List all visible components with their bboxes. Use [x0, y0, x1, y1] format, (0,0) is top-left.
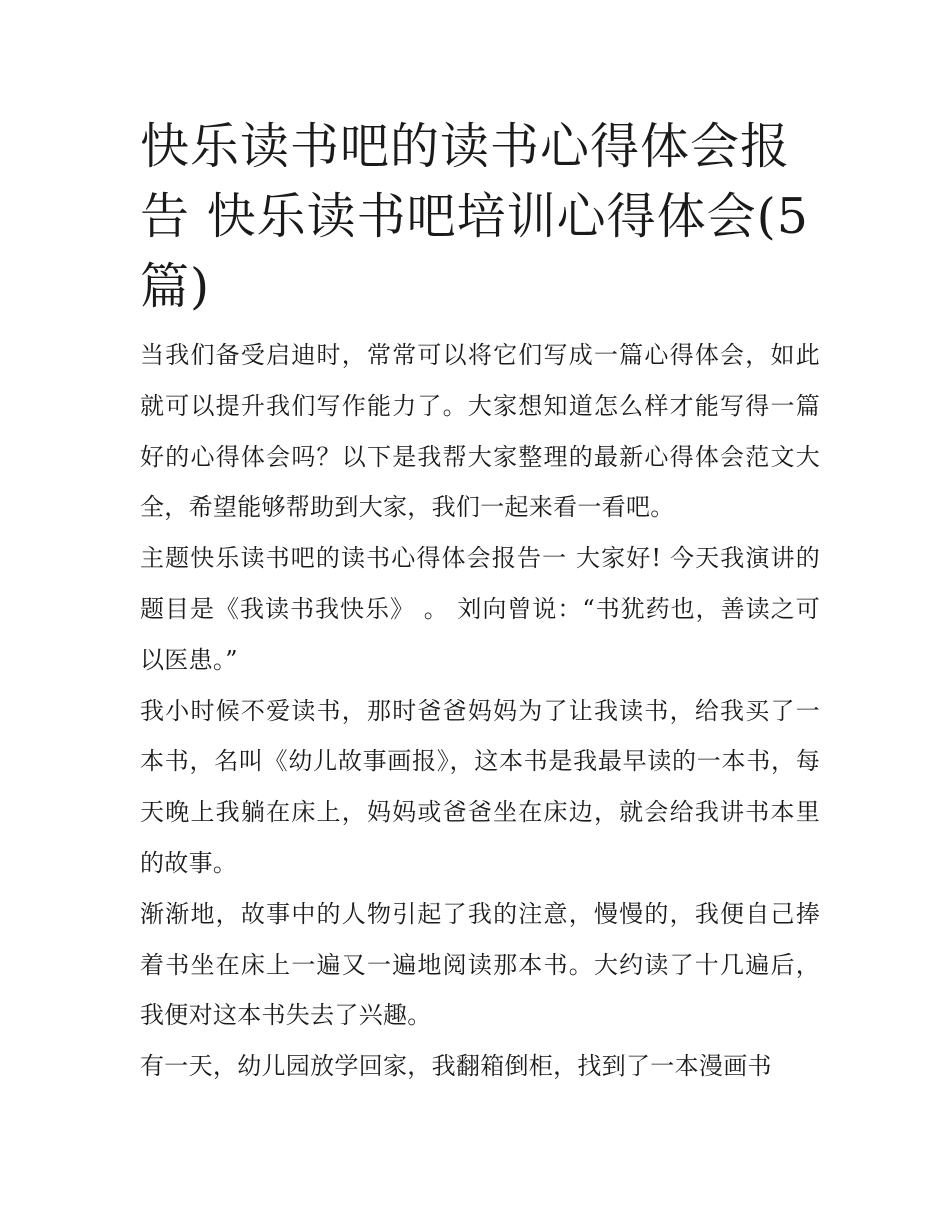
paragraph-childhood: 我小时候不爱读书，那时爸爸妈妈为了让我读书，给我买了一本书，名叫《幼儿故事画报》，这本书是我最早读的一本书，每天晚上我躺在床上，妈妈或爸爸坐在床边，就会给我讲书本里的故事。 — [140, 696, 820, 877]
paragraph-reading: 渐渐地，故事中的人物引起了我的注意，慢慢的，我便自己捧着书坐在床上一遍又一遍地阅读那本书。大约读了十几遍后，我便对这本书失去了兴趣。 — [140, 899, 820, 1030]
paragraph-intro: 当我们备受启迪时，常常可以将它们写成一篇心得体会，如此就可以提升我们写作能力了。大家想知道怎么样才能写得一篇好的心得体会吗？以下是我帮大家整理的最新心得体会范文大全，希望能够帮助到大家，我们一起来看一看吧。 — [140, 341, 820, 522]
document-page — [140, 112, 820, 1092]
document-title: 快乐读书吧的读书心得体会报告 快乐读书吧培训心得体会(5篇) — [140, 118, 809, 315]
paragraph-oneday: 有一天，幼儿园放学回家，我翻箱倒柜，找到了一本漫画书 — [140, 1052, 772, 1081]
paragraph-topic: 主题快乐读书吧的读书心得体会报告一 大家好! 今天我演讲的题目是《我读书我快乐》 。 刘向曾说：“书犹药也，善读之可以医患。” — [140, 544, 820, 674]
